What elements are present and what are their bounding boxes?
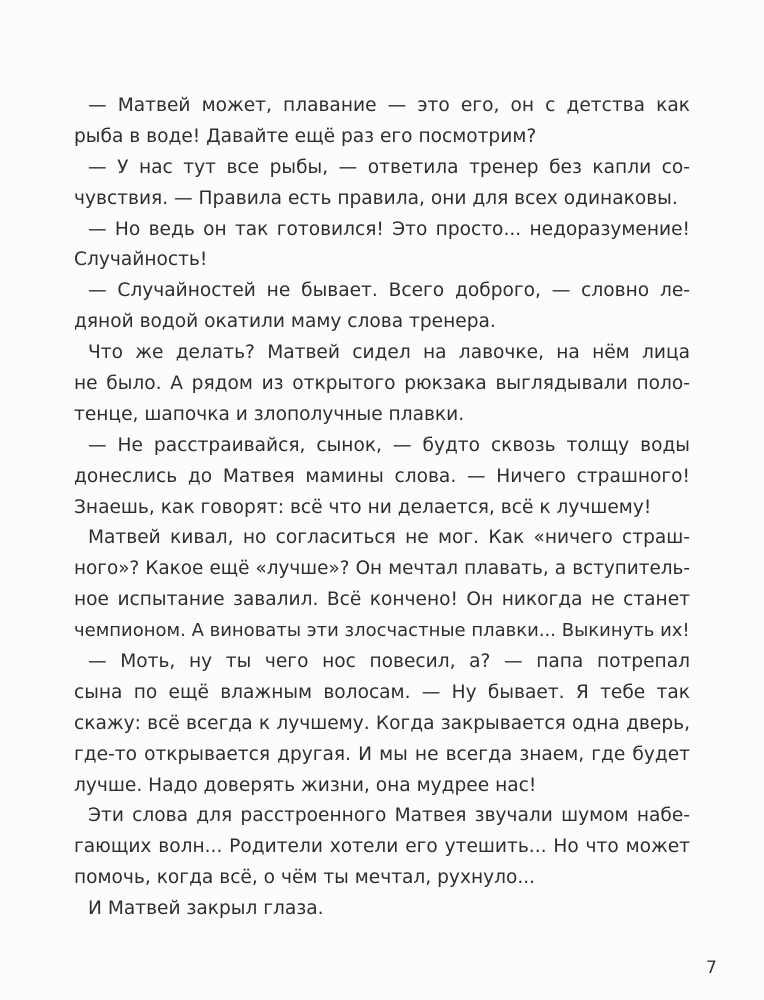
text-line: Что же делать? Матвей сидел на лавочке, на нём лица	[88, 342, 690, 364]
page-body-text	[74, 91, 690, 925]
text-line: чемпионом. А виноваты эти злосчастные плавки... Выкинуть их!	[74, 620, 690, 642]
text-line: Знаешь, как говорят: всё что ни делается, всё к лучшему!	[74, 496, 652, 518]
text-line: Матвей кивал, но согласиться не мог. Как «ничего страш-	[88, 527, 690, 549]
text-line: ное испытание завалил. Всё кончено! Он никогда не станет	[74, 589, 690, 611]
text-line: Случайность!	[74, 249, 208, 271]
text-line: скажу: всё всегда к лучшему. Когда закрывается одна дверь,	[74, 712, 690, 734]
text-line: чувствия. — Правила есть правила, они для всех одинаковы.	[74, 187, 678, 209]
text-line: — Не расстраивайся, сынок, — будто сквозь толщу воды	[88, 434, 690, 456]
text-line: ного»? Какое ещё «лучше»? Он мечтал плавать, а вступитель-	[74, 558, 690, 580]
text-line: не было. А рядом из открытого рюкзака выглядывали поло-	[74, 373, 690, 395]
page-number: 7	[706, 958, 717, 978]
text-line: тенце, шапочка и злополучные плавки.	[74, 403, 465, 425]
text-line: рыба в воде! Давайте ещё раз его посмотрим?	[74, 125, 537, 147]
text-line: — Но ведь он так готовился! Это просто... недоразумение!	[88, 218, 690, 240]
text-line: лучше. Надо доверять жизни, она мудрее нас!	[74, 774, 537, 796]
text-line: сына по ещё влажным волосам. — Ну бывает. Я тебе так	[74, 681, 690, 703]
text-line: — Матвей может, плавание — это его, он с детства как	[88, 95, 690, 116]
text-line: дяной водой окатили маму слова тренера.	[74, 311, 496, 333]
text-line: — У нас тут все рыбы, — ответила тренер без капли со-	[88, 156, 690, 178]
text-line: гающих волн... Родители хотели его утешить... Но что может	[74, 836, 690, 858]
text-line: И Матвей закрыл глаза.	[88, 898, 324, 920]
text-line: помочь, когда всё, о чём ты мечтал, рухнуло...	[74, 867, 536, 889]
text-line: Эти слова для расстроенного Матвея звучали шумом набе-	[88, 805, 690, 827]
text-line: где-то открывается другая. И мы не всегда знаем, где будет	[74, 743, 690, 765]
text-line: донеслись до Матвея мамины слова. — Ничего страшного!	[74, 465, 690, 487]
text-line: — Случайностей не бывает. Всего доброго, — словно ле-	[88, 280, 690, 302]
text-line: — Моть, ну ты чего нос повесил, а? — папа потрепал	[88, 651, 690, 673]
